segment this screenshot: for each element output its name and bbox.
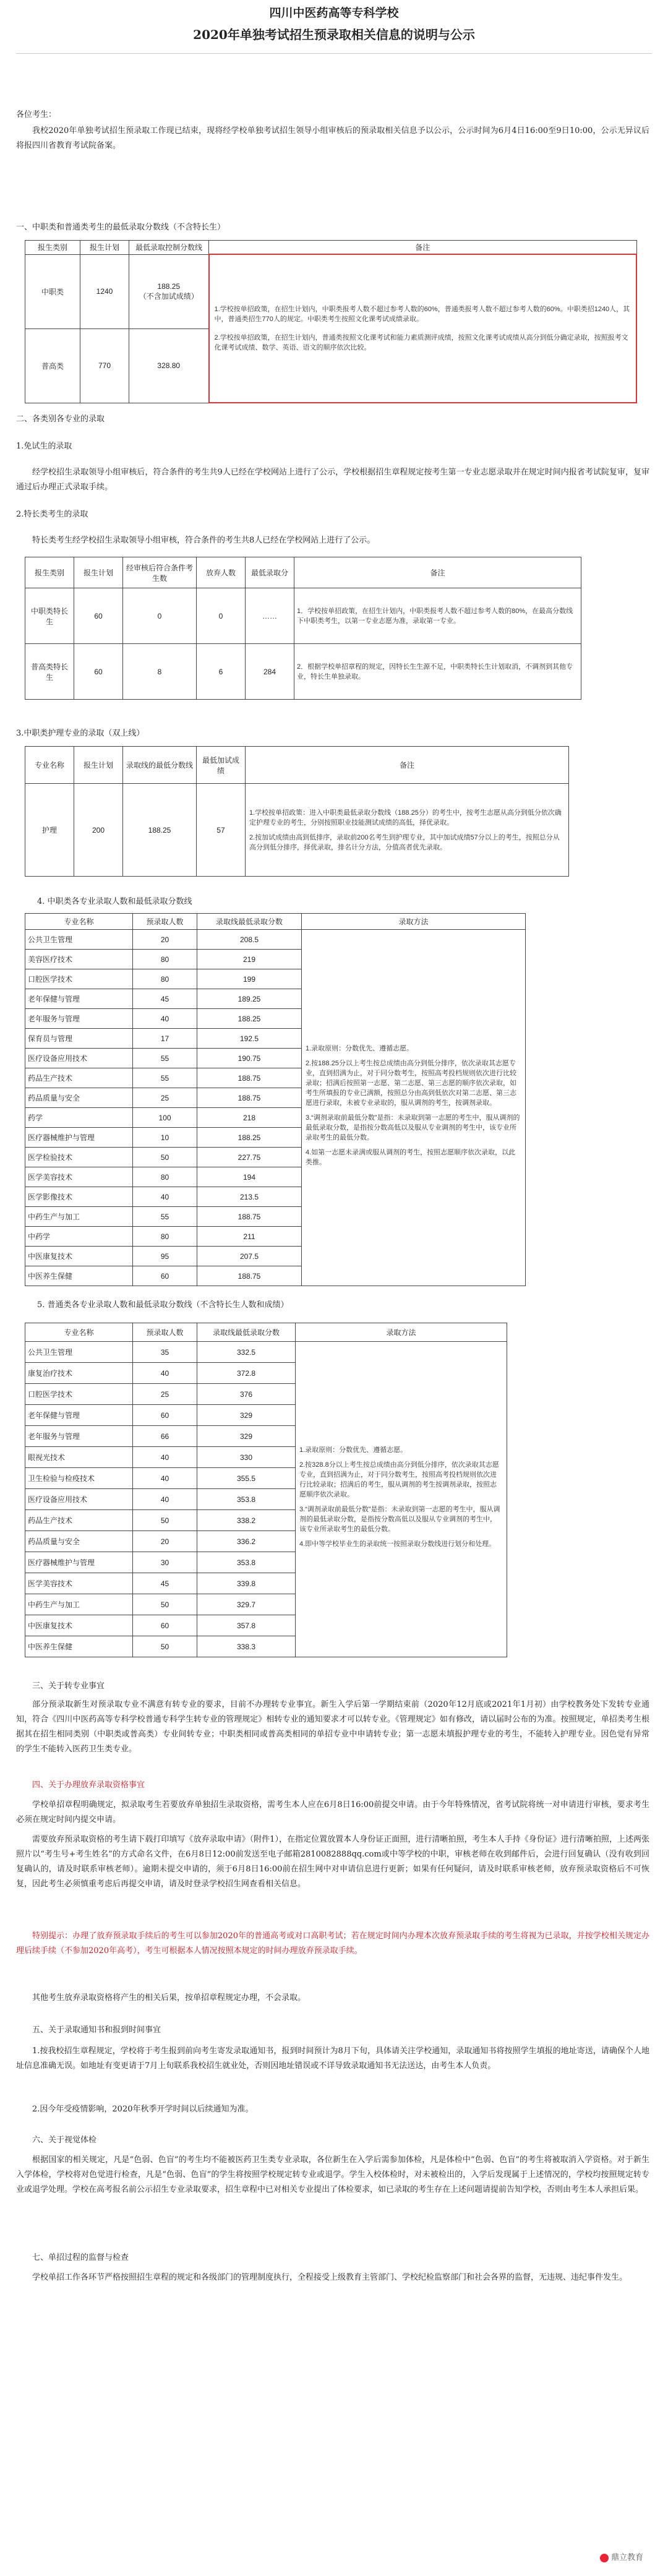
table-header: 录取方法 [296,1323,507,1342]
table-cell: 213.5 [197,1187,302,1207]
table-cell: 189.25 [197,989,302,1009]
table-cell: 中医康复技术 [25,1615,133,1636]
table-cell: 医学美容技术 [25,1167,133,1187]
table-cell: 20 [133,1531,197,1552]
table-cell: 40 [133,1489,197,1510]
table-cell: 219 [197,950,302,969]
table-cell: 50 [133,1594,197,1615]
table-cell: 199 [197,969,302,989]
table-cell: 330 [197,1447,296,1468]
table-cell: 0 [123,588,197,644]
paragraph: 特长类考生经学校招生录取领导小组审核，符合条件的考生共8人已经在学校网站上进行了公示。 [32,536,375,545]
table-cell: 188.25 （不含加试成绩） [129,254,209,328]
table-cell: 57 [197,784,246,877]
note-text: 2．根据学校单招章程的规定，因特长生生源不足，中职类特长生计划取消，不调剂到其他专业，特长生单独录取。 [294,644,581,700]
table-specialty [25,557,581,700]
table-cell: 医疗设备应用技术 [25,1489,133,1510]
salutation: 各位考生： [16,110,57,119]
table-cell: 188.25 [197,1009,302,1029]
table-cell: 40 [133,1447,197,1468]
table-cell: 194 [197,1167,302,1187]
table-cell: 美容医疗技术 [25,950,133,969]
section-heading: 七、单招过程的监督与检查 [32,2253,129,2262]
table-cell: 329.7 [197,1594,296,1615]
table-cell: 80 [133,1227,197,1247]
method-cell [296,1342,507,1657]
brand-icon [600,2554,609,2562]
table-cell: 20 [133,930,197,950]
table-cell: 329 [197,1426,296,1447]
method-text: 4.如第一志愿未录满或服从调剂的考生，按照志愿顺序依次录取，以此类推。 [306,1148,516,1166]
table-cell: 353.8 [197,1552,296,1573]
brand-watermark [600,2551,643,2562]
method-text: 1.录取原则：分数优先、遵循志愿。 [299,1446,408,1454]
note-text: 1.学校按单招政策：进入中职类最低录取分数线（188.25分）的考生中，按考生志愿从高分到低分依次确定护理专业的考生，分别按照职业技能测试成绩的高低，择优录取。 [249,809,562,826]
section-heading: 五、关于录取通知书和报到时间事宜 [32,2025,161,2035]
paragraph: 学校单招工作各环节严格按照招生章程的规定和各级部门的管理制度执行，全程接受上级教育主管部门、学校纪检监察部门和社会各界的监督，无违规、违纪事件发生。 [32,2273,628,2282]
paragraph: 1.按我校招生章程规定，学校将于考生报到前向考生寄发录取通知书，报到时间预计为8月下旬，具体请关注学校通知，录取通知书将按照学生填报的地址寄送，请确保个人地址信息准确无误。如地址有变更请于7月上旬联系我校招生就业处，否则因地址错误或不详导致录取通知书无法送达，由考生本人负责。 [16,2046,649,2071]
table-cell: 康复治疗技术 [25,1363,133,1384]
table-cell: 328.80 [129,328,209,403]
divider [16,53,652,54]
table-cell: 医疗器械维护与管理 [25,1552,133,1573]
table-cell: 老年服务与管理 [25,1426,133,1447]
table-cell: 6 [197,644,246,700]
table-cell: 55 [133,1207,197,1227]
subsection-heading: 1.免试生的录取 [16,442,72,451]
table-cell: 40 [133,1187,197,1207]
section-heading: 四、关于办理放弃录取资格事宜 [32,1780,145,1790]
section-heading: 二、各类别各专业的录取 [16,414,105,424]
method-text: 2.按188.25分以上考生按总成绩由高分到低分排序，依次录取其志愿专业，直到招满为止，对于同分数考生，按照高考投档规则依次进行比较录取；招满后按照第一志愿、第二志愿、第三志愿的顺序依次录取，如考生所填报的专业已满额，按照总分由高到低依次对第二志愿、第三志愿进行录取，未被专业录取的，服从调剂的考生，按调剂录取。 [306,1059,516,1107]
table-cell: 口腔医学技术 [25,1384,133,1405]
table-cell: 药品生产技术 [25,1068,133,1088]
intro-paragraph: 我校2020年单独考试招生预录取工作现已结束，现将经学校单独考试招生领导小组审核后的预录取相关信息予以公示，公示时间为6月4日16:00至9日10:00，公示无异议后将报四川省教育考试院备案。 [16,126,649,150]
table-cell: 50 [133,1148,197,1167]
table-cell: 药学 [25,1108,133,1128]
page-title: 2020年单独考试招生预录取相关信息的说明与公示 [193,27,475,42]
table-cell: 80 [133,1167,197,1187]
section-heading: 三、关于转专业事宜 [32,1681,105,1691]
table-cell: 中职类特长生 [25,588,74,644]
table-cell: 188.75 [197,1266,302,1286]
table-min-score [25,240,637,403]
paragraph-warning [16,1929,649,1959]
table-cell: 0 [197,588,246,644]
table-cell: 中药生产与加工 [25,1594,133,1615]
table-cell: 60 [74,588,123,644]
table-cell: 227.75 [197,1148,302,1167]
table-cell: 普高类特长生 [25,644,74,700]
table-cell: 公共卫生管理 [25,930,133,950]
table-cell: 190.75 [197,1049,302,1068]
table-cell: 376 [197,1384,296,1405]
table-cell: 60 [133,1615,197,1636]
paragraph: 2.因今年受疫情影响，2020年秋季开学时间以后续通知为准。 [32,2105,254,2114]
table-cell: 332.5 [197,1342,296,1363]
table-row [25,254,637,328]
table-header: 专业名称 [25,1323,133,1342]
table-general-majors [25,1323,507,1657]
section-heading: 一、中职类和普通类考生的最低录取分数线（不含特长生） [16,223,226,232]
table-cell: 中医养生保健 [25,1636,133,1657]
section-heading: 六、关于视觉体检 [32,2136,97,2145]
paragraph: 需要放弃预录取资格的考生请下载打印填写《放弃录取申请》（附件1），在指定位置放置本人身份证正面照，进行清晰拍照，考生本人手持《身份证》进行清晰拍照，上述两张照片以“考生号+考生姓名”的方式命名文件，在6月8日12:00前发送至电子邮箱2810082888qq.com或中等学校的中职，审核老师在收到邮件后，会进行回复确认（没有收到回复确认的，请及时联系审核老师）。逾期未提交申请的，须于6月8日16:00前在招生网中对申请信息进行更新；如果有任何疑问，请及时联系审核老师，放弃预录取资格后不可恢复，因此考生必须慎重考虑后再提交申请，请及时登录学校招生网查看相关信息。 [16,1835,649,1889]
table-cell: 55 [133,1049,197,1068]
table-cell: 中职类 [25,254,80,328]
table-cell: 770 [80,328,129,403]
table-header: 备注 [294,557,581,588]
table-cell: 80 [133,969,197,989]
table-cell: 普高类 [25,328,80,403]
table-row [25,1342,507,1363]
method-text: 3.“调剂录取前最低分数”是指：未录取到第一志愿的考生中，服从调剂的最低录取分数，是指按分数高低以及服从专业调剂的考生中，该专业所录取考生的最低分数。 [306,1114,520,1141]
table-cell: 中医养生保健 [25,1266,133,1286]
table-cell: 35 [133,1342,197,1363]
table-cell: 60 [133,1266,197,1286]
method-text: 2.按328.8分以上考生按总成绩由高分到低分排序，依次录取其志愿专业，直到招满为止，对于同分数考生，按照高考投档规则依次进行比较录取；招满后的考生，服从调剂的考生按调剂录取，按照志愿顺序依次录取。 [299,1461,499,1498]
table-header: 报生类别 [25,241,80,255]
table-cell: 188.75 [197,1088,302,1108]
table-cell: 40 [133,1009,197,1029]
paragraph: 学校单招章程明确规定，拟录取考生若要放弃单独招生录取资格，需考生本人应在6月8日16:00前提交申请。由于今年特殊情况，省考试院将统一对申请进行审核，要求考生必须在规定时间内提交申请。 [16,1800,649,1824]
paragraph: 部分预录取新生对预录取专业不满意有转专业的要求，目前不办理转专业事宜。新生入学后第一学期结束前（2020年12月底或2021年1月初）由学校教务处下发转专业通知，符合《四川中医药高等专科学校普通专科学生转专业的管理规定》相转专业的通知要求才可以转专业。《管理规定》如有修改，请以届时公布的为准。按照规定，单招类考生根据其在招生相同类别（中职类或普高类）专业间转专业；中职类相同或普高类相同的单招专业中申请转专业；第一志愿未填报护理专业的考生，不能转入护理专业。因色觉有异常的学生不能转入医药卫生类专业。 [16,1700,649,1754]
paragraph: 经学校招生录取领导小组审核后，符合条件的考生共9人已经在学校网站上进行了公示，学校根据招生章程规定按考生第一专业志愿录取并在规定时间内报省考试院复审，复审通过后办理正式录取手续。 [16,468,649,492]
method-text: 3.“调剂录取前最低分数”是指：未录取到第一志愿的考生中，服从调剂的最低录取分数，是指按分数高低以及服从专业调剂的考生中，该专业所录取考生的最低分数。 [299,1505,500,1533]
table-cell: 公共卫生管理 [25,1342,133,1363]
note-text: 1．学校按单招政策，在招生计划内，中职类报考人数不超过参考人数的80%，在最高分数线下中职类考生，以第一专业志愿为准，录取第一专业。 [294,588,581,644]
table-cell: 192.5 [197,1029,302,1049]
table-secondary-majors [25,913,526,1286]
table-cell: 188.75 [197,1068,302,1088]
table-header: 录取线的最低分数线 [123,747,197,784]
paragraph: 根据国家的相关规定，凡是“色弱、色盲”的考生均不能被医药卫生类专业录取，各位新生在入学后需参加体检，凡是体检中“色弱、色盲”的考生将被取消入学资格。对于新生入学体检，学校将对色觉进行检查，凡是“色弱、色盲”的学生将按照学校规定转专业或退学。学生入校体检时，对未被检出的，入学后发现属于上述情况的，学校均按照规定转专业或退学处理。学校在高考报名前公示招生专业录取要求，招生章程中已对相关专业提出了体检要求，如已录取的考生存在上述问题请提前告知学校，否则由考生本人承担后果。 [16,2155,649,2194]
table-cell: 老年保健与管理 [25,1405,133,1426]
table-row [25,784,569,877]
table-cell: 医学检验技术 [25,1148,133,1167]
table-cell: 药品质量与安全 [25,1088,133,1108]
table-header: 最低录取分 [246,557,294,588]
table-header: 备注 [209,241,637,255]
method-text: 4.即中等学校毕业生的录取统一按照录取分数线进行划分和处理。 [299,1540,496,1548]
table-cell: 保育员与管理 [25,1029,133,1049]
table-cell: 372.8 [197,1363,296,1384]
table-header: 录取方法 [302,914,526,930]
note-text: 2.按加试成绩由高到低排序，录取前200名考生到护理专业，其中加试成绩57分以上的考生，按照总分从高分到低分排序，择优录取，排名计分方法，分值高者优先录取。 [249,833,560,851]
table-cell: 188.75 [197,1207,302,1227]
table-cell: 1240 [80,254,129,328]
table-cell: 8 [123,644,197,700]
method-cell [302,930,526,1286]
table-header: 最低录取控制分数线 [129,241,209,255]
table-cell: 药品生产技术 [25,1510,133,1531]
table-cell: 25 [133,1088,197,1108]
table-cell: 中药生产与加工 [25,1207,133,1227]
table-cell: 中医康复技术 [25,1247,133,1266]
table-cell: 医疗器械维护与管理 [25,1128,133,1148]
table-header: 录取线最低录取分数 [197,914,302,930]
table-header: 报生类别 [25,557,74,588]
table-header: 预录取人数 [133,1323,197,1342]
table-cell: 329 [197,1405,296,1426]
note-text: 2.学校按单招政策，在招生计划内，普通类按照文化课考试和能力素质测评成绩，按照文化课考试成绩从高分到低分确定录取，按照报考文化课考试成绩、数学、英语、语文的顺序依次比较。 [214,334,628,351]
table-header: 预录取人数 [133,914,197,930]
paragraph-text: 特别提示：办理了放弃预录取手续后的考生可以参加2020年的普通高考或对口高职考试；若在规定时间内办理本次放弃预录取手续的考生将视为已录取，并按学校相关规定办理后续手续（不参加2020年高考），考生可根据本人情况按照本规定的时间办理放弃预录取手续。 [16,1931,649,1956]
method-text: 1.录取原则：分数优先、遵循志愿。 [306,1044,414,1052]
table-cell: 10 [133,1128,197,1148]
table-cell: 336.2 [197,1531,296,1552]
table-cell: 眼视光技术 [25,1447,133,1468]
table-cell: 医疗设备应用技术 [25,1049,133,1068]
table-header: 放弃人数 [197,557,246,588]
table-nursing [25,746,569,877]
table-header: 专业名称 [25,747,74,784]
subsection-heading: 5. 普通类各专业录取人数和最低录取分数线（不含特长生人数和成绩） [37,1300,289,1310]
table-header: 报生计划 [74,557,123,588]
subsection-heading: 4. 中职类各专业录取人数和最低录取分数线 [37,897,192,906]
table-header: 最低加试成绩 [197,747,246,784]
table-cell: 40 [133,1468,197,1489]
table-cell: 40 [133,1363,197,1384]
table-cell: 66 [133,1426,197,1447]
table-cell: 208.5 [197,930,302,950]
table-cell: 护理 [25,784,74,877]
table-cell: 老年服务与管理 [25,1009,133,1029]
brand-label: 鼎立教育 [610,2552,643,2562]
table-cell: 353.8 [197,1489,296,1510]
table-cell: 17 [133,1029,197,1049]
table-cell: 医学影像技术 [25,1187,133,1207]
table-cell: 50 [133,1510,197,1531]
table-cell: 口腔医学技术 [25,969,133,989]
table-cell: 60 [74,644,123,700]
table-row [25,644,581,700]
table-row [25,930,526,950]
table-cell: 45 [133,989,197,1009]
subsection-heading: 3.中职类护理专业的录取（双上线） [16,729,145,738]
table-cell: 医学美容技术 [25,1573,133,1594]
table-cell: 188.25 [123,784,197,877]
table-cell: 207.5 [197,1247,302,1266]
table-cell: 188.25 [197,1128,302,1148]
table-cell: 218 [197,1108,302,1128]
table-cell: 卫生检验与检疫技术 [25,1468,133,1489]
table-header: 报生计划 [74,747,123,784]
table-cell: 中药学 [25,1227,133,1247]
table-cell: 30 [133,1552,197,1573]
paragraph: 其他考生放弃录取资格将产生的相关后果，按单招章程规定办理，不会录取。 [32,1993,306,2003]
table-cell: 药品质量与安全 [25,1531,133,1552]
school-name: 四川中医药高等专科学校 [269,6,399,20]
table-cell: 95 [133,1247,197,1266]
table-header: 经审核后符合条件考生数 [123,557,197,588]
table-cell: 50 [133,1636,197,1657]
table-header: 专业名称 [25,914,133,930]
table-cell: 357.8 [197,1615,296,1636]
table-cell: 老年保健与管理 [25,989,133,1009]
table-cell: 339.8 [197,1573,296,1594]
table-cell: 338.3 [197,1636,296,1657]
table-cell: 355.5 [197,1468,296,1489]
table-cell: 338.2 [197,1510,296,1531]
table-cell: 55 [133,1068,197,1088]
table-cell: 211 [197,1227,302,1247]
table-row [25,588,581,644]
table-cell: 284 [246,644,294,700]
table-cell: 200 [74,784,123,877]
table-cell: …… [246,588,294,644]
table-cell: 45 [133,1573,197,1594]
table-cell: 80 [133,950,197,969]
table-cell: 100 [133,1108,197,1128]
subsection-heading: 2.特长类考生的录取 [16,510,88,519]
table-header: 备注 [246,747,569,784]
table-cell: 60 [133,1405,197,1426]
table-header: 报生计划 [80,241,129,255]
note-text: 1.学校按单招政策，在招生计划内，中职类报考人数不超过参考人数的60%，普通类报考人数不超过参考人数的60%。中职类招1240人，其中，普通类招生770人的规定。中职类考生按照文化课考试成绩录取。 [214,306,630,323]
table-cell: 25 [133,1384,197,1405]
table-header: 录取线最低录取分数 [197,1323,296,1342]
